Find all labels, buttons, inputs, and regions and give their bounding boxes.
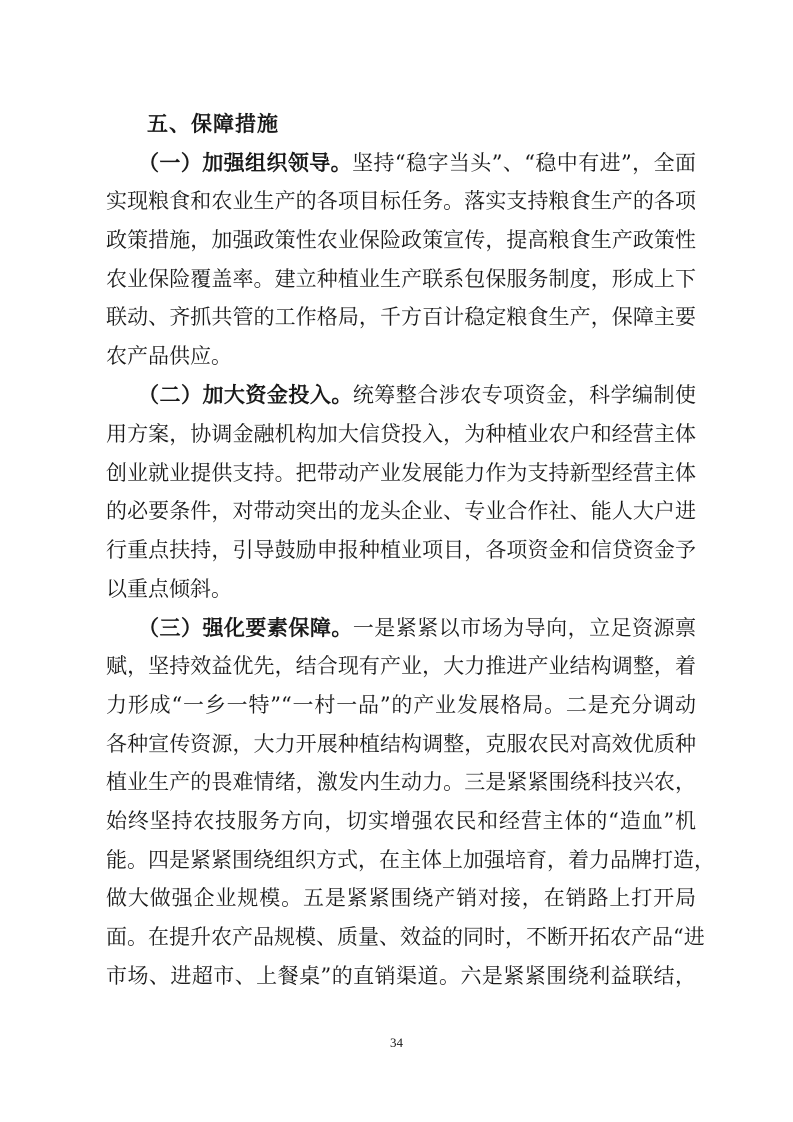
paragraph-line: 行重点扶持，引导鼓励申报种植业项目，各项资金和信贷资金予 <box>106 538 696 562</box>
paragraph-line: 赋，坚持效益优先，结合现有产业，大力推进产业结构调整，着 <box>106 654 696 678</box>
paragraph-line: 市场、进超市、上餐桌”的直销渠道。六是紧紧围绕利益联结， <box>106 964 696 988</box>
paragraph-line: 用方案，协调金融机构加大信贷投入，为种植业农户和经营主体 <box>106 422 696 446</box>
paragraph-line: 以重点倾斜。 <box>106 577 232 601</box>
paragraph-line <box>138 380 696 410</box>
paragraph-heading: （三）强化要素保障。 <box>138 615 353 640</box>
paragraph-heading: （一）加强组织领导。 <box>138 150 353 175</box>
paragraph-line: 面。在提升农产品规模、质量、效益的同时，不断开拓农产品“进 <box>106 925 705 949</box>
paragraph-line: 植业生产的畏难情绪，激发内生动力。三是紧紧围绕科技兴农， <box>106 770 696 794</box>
paragraph-line: 农业保险覆盖率。建立种植业生产联系包保服务制度，形成上下 <box>106 267 696 291</box>
paragraph-line: 始终坚持农技服务方向，切实增强农民和经营主体的“造血”机 <box>106 809 696 833</box>
paragraph-line: 农产品供应。 <box>106 344 232 368</box>
paragraph-line: 能。四是紧紧围绕组织方式，在主体上加强培育，着力品牌打造， <box>106 848 715 872</box>
paragraph-line: 各种宣传资源，大力开展种植结构调整，克服农民对高效优质种 <box>106 732 696 756</box>
paragraph-line: 实现粮食和农业生产的各项目标任务。落实支持粮食生产的各项 <box>106 189 696 213</box>
paragraph-heading: （二）加大资金投入。 <box>138 382 353 407</box>
paragraph-line: 力形成“一乡一特”“一村一品”的产业发展格局。二是充分调动 <box>106 693 696 717</box>
paragraph-text: 一是紧紧以市场为导向，立足资源禀 <box>352 616 697 640</box>
paragraph-line: 政策措施，加强政策性农业保险政策宣传，提高粮食生产政策性 <box>106 228 696 252</box>
paragraph-line: 做大做强企业规模。五是紧紧围绕产销对接，在销路上打开局 <box>106 886 696 910</box>
page-number: 34 <box>390 1035 403 1050</box>
paragraph-line: 的必要条件，对带动突出的龙头企业、专业合作社、能人大户进 <box>106 499 696 523</box>
paragraph-text: 统筹整合涉农专项资金，科学编制使 <box>352 383 697 407</box>
section-title: 五、保障措施 <box>147 112 279 136</box>
paragraph-line <box>138 613 696 643</box>
paragraph-line: 创业就业提供支持。把带动产业发展能力作为支持新型经营主体 <box>106 461 696 485</box>
paragraph-text: 坚持“稳字当头”、“稳中有进”，全面 <box>352 151 696 175</box>
paragraph-line: 联动、齐抓共管的工作格局，千方百计稳定粮食生产，保障主要 <box>106 305 696 329</box>
paragraph-line <box>138 148 696 178</box>
